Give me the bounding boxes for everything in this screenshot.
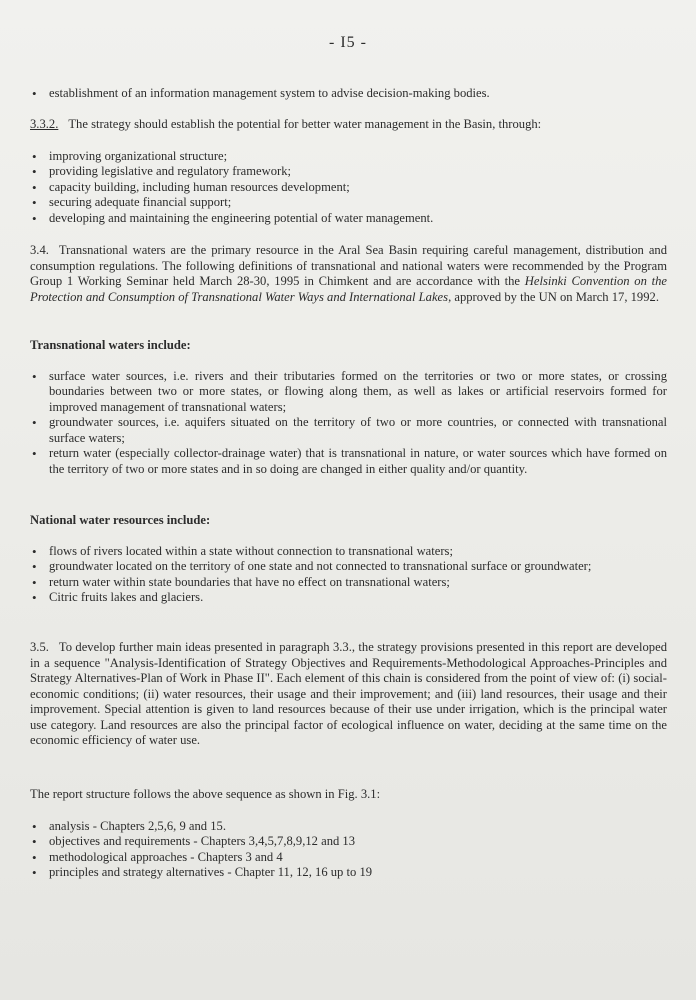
transnational-heading: Transnational waters include: xyxy=(30,338,191,352)
section-3-5 xyxy=(30,640,667,749)
section-number: 3.5. xyxy=(30,640,49,654)
list-item: • analysis - Chapters 2,5,6, 9 and 15. xyxy=(30,819,667,835)
section-number: 3.3.2. xyxy=(30,117,59,131)
list-item: • Citric fruits lakes and glaciers. xyxy=(30,590,667,606)
convention-title: Helsinki Convention on the Protection and Consumption of Transnational Water Ways and International Lakes xyxy=(30,274,667,304)
section-3-3-2-intro xyxy=(30,117,667,133)
section-3-3-2 xyxy=(30,117,667,226)
list-item: • providing legislative and regulatory framework; xyxy=(30,164,667,180)
list-item: • capacity building, including human resources development; xyxy=(30,180,667,196)
list-item: • objectives and requirements - Chapters 3,4,5,7,8,9,12 and 13 xyxy=(30,834,667,850)
section-3-4 xyxy=(30,243,667,305)
list-item: • methodological approaches - Chapters 3 and 4 xyxy=(30,850,667,866)
national-list xyxy=(30,544,667,606)
intro-list xyxy=(30,86,667,102)
list-item: • improving organizational structure; xyxy=(30,149,667,165)
transnational-list xyxy=(30,369,667,478)
section-text: To develop further main ideas presented in paragraph 3.3., the strategy provisions presented in this report are developed in a sequence "Analysis-Identification of Strategy Objectives and Requirements-Methodological Approaches-Principles and Strategy Alternatives-Plan of Work in Phase II". Each element of this chain is considered from the point of view of: (i) social-economic conditions; (ii) water resources, their usage and their improvement; and (iii) land resources, their usage and their improvement. Special attention is given to land resources because of their use under irrigation, which is the principal water use category. Land resources are also the principal factor of ecological influence on water, deciding at the same time on the economic efficiency of water use. xyxy=(30,640,667,747)
national-section xyxy=(30,513,667,606)
list-item: • surface water sources, i.e. rivers and their tributaries formed on the territories or two or more states, or crossing boundaries between two or more states, or flowing along them, as well as lakes or artificial reservoirs formed for improved management of transnational waters; xyxy=(30,369,667,416)
page-number: - I5 - xyxy=(329,34,367,51)
list-item: • developing and maintaining the engineering potential of water management. xyxy=(30,211,667,227)
list-item: • groundwater sources, i.e. aquifers situated on the territory of two or more countries, or connected with transnational surface waters; xyxy=(30,415,667,446)
list-item: • return water (especially collector-drainage water) that is transnational in nature, or water sources which have formed on the territory of two or more states and in so doing are changed in either quality and/or quantity. xyxy=(30,446,667,477)
transnational-section xyxy=(30,338,667,477)
report-structure-list xyxy=(30,819,667,881)
report-structure-intro: The report structure follows the above sequence as shown in Fig. 3.1: xyxy=(30,787,381,801)
list-item: • establishment of an information management system to advise decision-making bodies. xyxy=(30,86,667,102)
list-item: • flows of rivers located within a state without connection to transnational waters; xyxy=(30,544,667,560)
section-number: 3.4. xyxy=(30,243,49,257)
national-heading: National water resources include: xyxy=(30,513,211,527)
list-item: • groundwater located on the territory of one state and not connected to transnational surface or groundwater; xyxy=(30,559,667,575)
list-item: • principles and strategy alternatives - Chapter 11, 12, 16 up to 19 xyxy=(30,865,667,881)
report-structure xyxy=(30,787,667,881)
section-text-end: , approved by the UN on March 17, 1992. xyxy=(448,289,659,304)
list-item: • return water within state boundaries that have no effect on transnational waters; xyxy=(30,575,667,591)
section-text: The strategy should establish the potential for better water management in the Basin, through: xyxy=(68,117,542,131)
section-text: Transnational waters are the primary resource in the Aral Sea Basin requiring careful management, distribution and consumption regulations. The following definitions of transnational and national waters were recommended by the Program Group 1 Working Seminar held March 28-30, 1995 in Chimkent and are accordance with the xyxy=(30,243,667,288)
list-item: • securing adequate financial support; xyxy=(30,195,667,211)
section-3-3-2-list xyxy=(30,149,667,227)
